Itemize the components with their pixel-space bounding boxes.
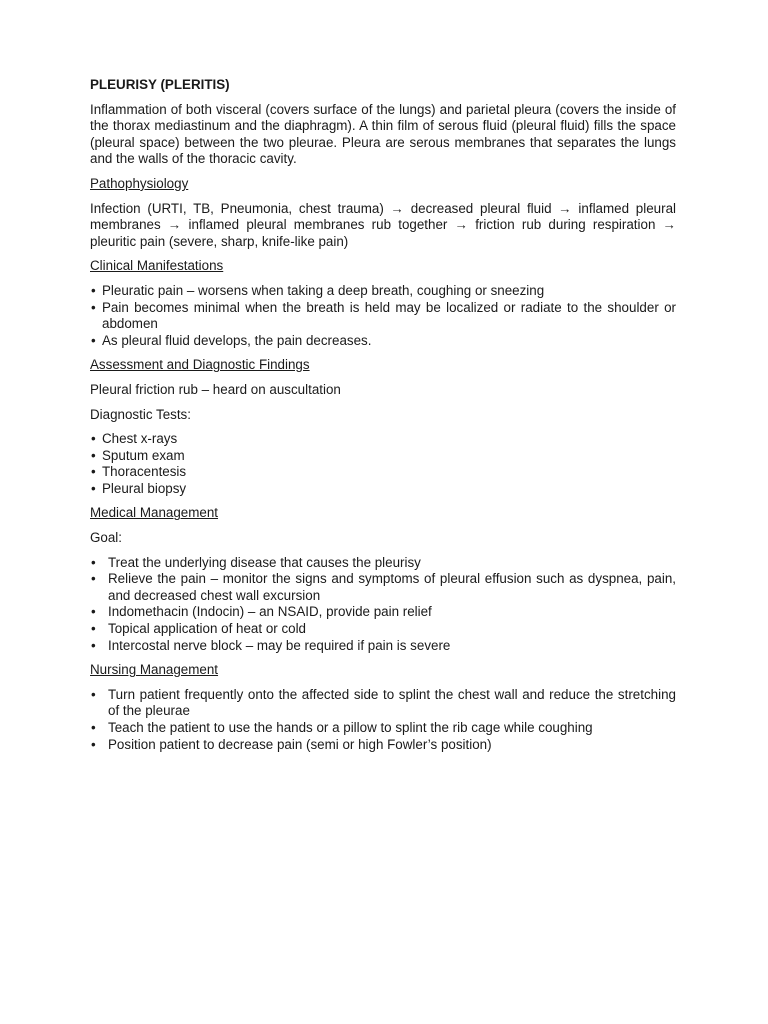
list-item: • Intercostal nerve block – may be required if pain is severe	[90, 638, 676, 655]
list-item: • Relieve the pain – monitor the signs and symptoms of pleural effusion such as dyspnea, pain, and decreased chest wall excursion	[90, 571, 676, 604]
list-item: • Pleural biopsy	[90, 481, 676, 498]
clinical-manifestations-list	[90, 283, 676, 349]
list-item: • Indomethacin (Indocin) – an NSAID, provide pain relief	[90, 604, 676, 621]
list-item: • Thoracentesis	[90, 464, 676, 481]
document-title: PLEURISY (PLERITIS)	[90, 77, 230, 92]
document-page	[90, 77, 676, 761]
list-item: • Turn patient frequently onto the affected side to splint the chest wall and reduce the stretching of the pleurae	[90, 687, 676, 720]
diagnostic-tests-list	[90, 431, 676, 497]
list-item: • As pleural fluid develops, the pain decreases.	[90, 333, 676, 350]
list-item: • Pain becomes minimal when the breath is held may be localized or radiate to the shoulder or abdomen	[90, 300, 676, 333]
section-heading-clinical-manifestations: Clinical Manifestations	[90, 258, 224, 274]
list-item: • Teach the patient to use the hands or a pillow to splint the rib cage while coughing	[90, 720, 676, 737]
list-item: • Position patient to decrease pain (semi or high Fowler’s position)	[90, 737, 676, 754]
section-heading-medical-management: Medical Management	[90, 505, 219, 521]
diagnostic-tests-label: Diagnostic Tests:	[90, 406, 191, 422]
list-item: • Sputum exam	[90, 448, 676, 465]
assessment-finding: Pleural friction rub – heard on auscultation	[90, 381, 341, 397]
section-heading-pathophysiology: Pathophysiology	[90, 175, 189, 191]
list-item: • Chest x-rays	[90, 431, 676, 448]
list-item: • Pleuratic pain – worsens when taking a deep breath, coughing or sneezing	[90, 283, 676, 300]
intro-paragraph: Inflammation of both visceral (covers surface of the lungs) and parietal pleura (covers the inside of the thorax mediastinum and the diaphragm). A thin film of serous fluid (pleural fluid) fills the space (pleural space) between the two pleurae. Pleura are serous membranes that separates the lungs and the walls of the thoracic cavity.	[90, 101, 676, 167]
nursing-management-list	[90, 687, 676, 753]
section-heading-nursing-management: Nursing Management	[90, 662, 219, 678]
pathophysiology-paragraph: Infection (URTI, TB, Pneumonia, chest trauma) → decreased pleural fluid → inflamed pleural membranes → inflamed pleural membranes rub together → friction rub during respiration → pleuritic pain (severe, sharp, knife-like pain)	[90, 200, 676, 249]
medical-management-list	[90, 555, 676, 655]
list-item: • Topical application of heat or cold	[90, 621, 676, 638]
section-heading-assessment: Assessment and Diagnostic Findings	[90, 357, 310, 373]
goal-label: Goal:	[90, 530, 123, 546]
list-item: • Treat the underlying disease that causes the pleurisy	[90, 555, 676, 572]
